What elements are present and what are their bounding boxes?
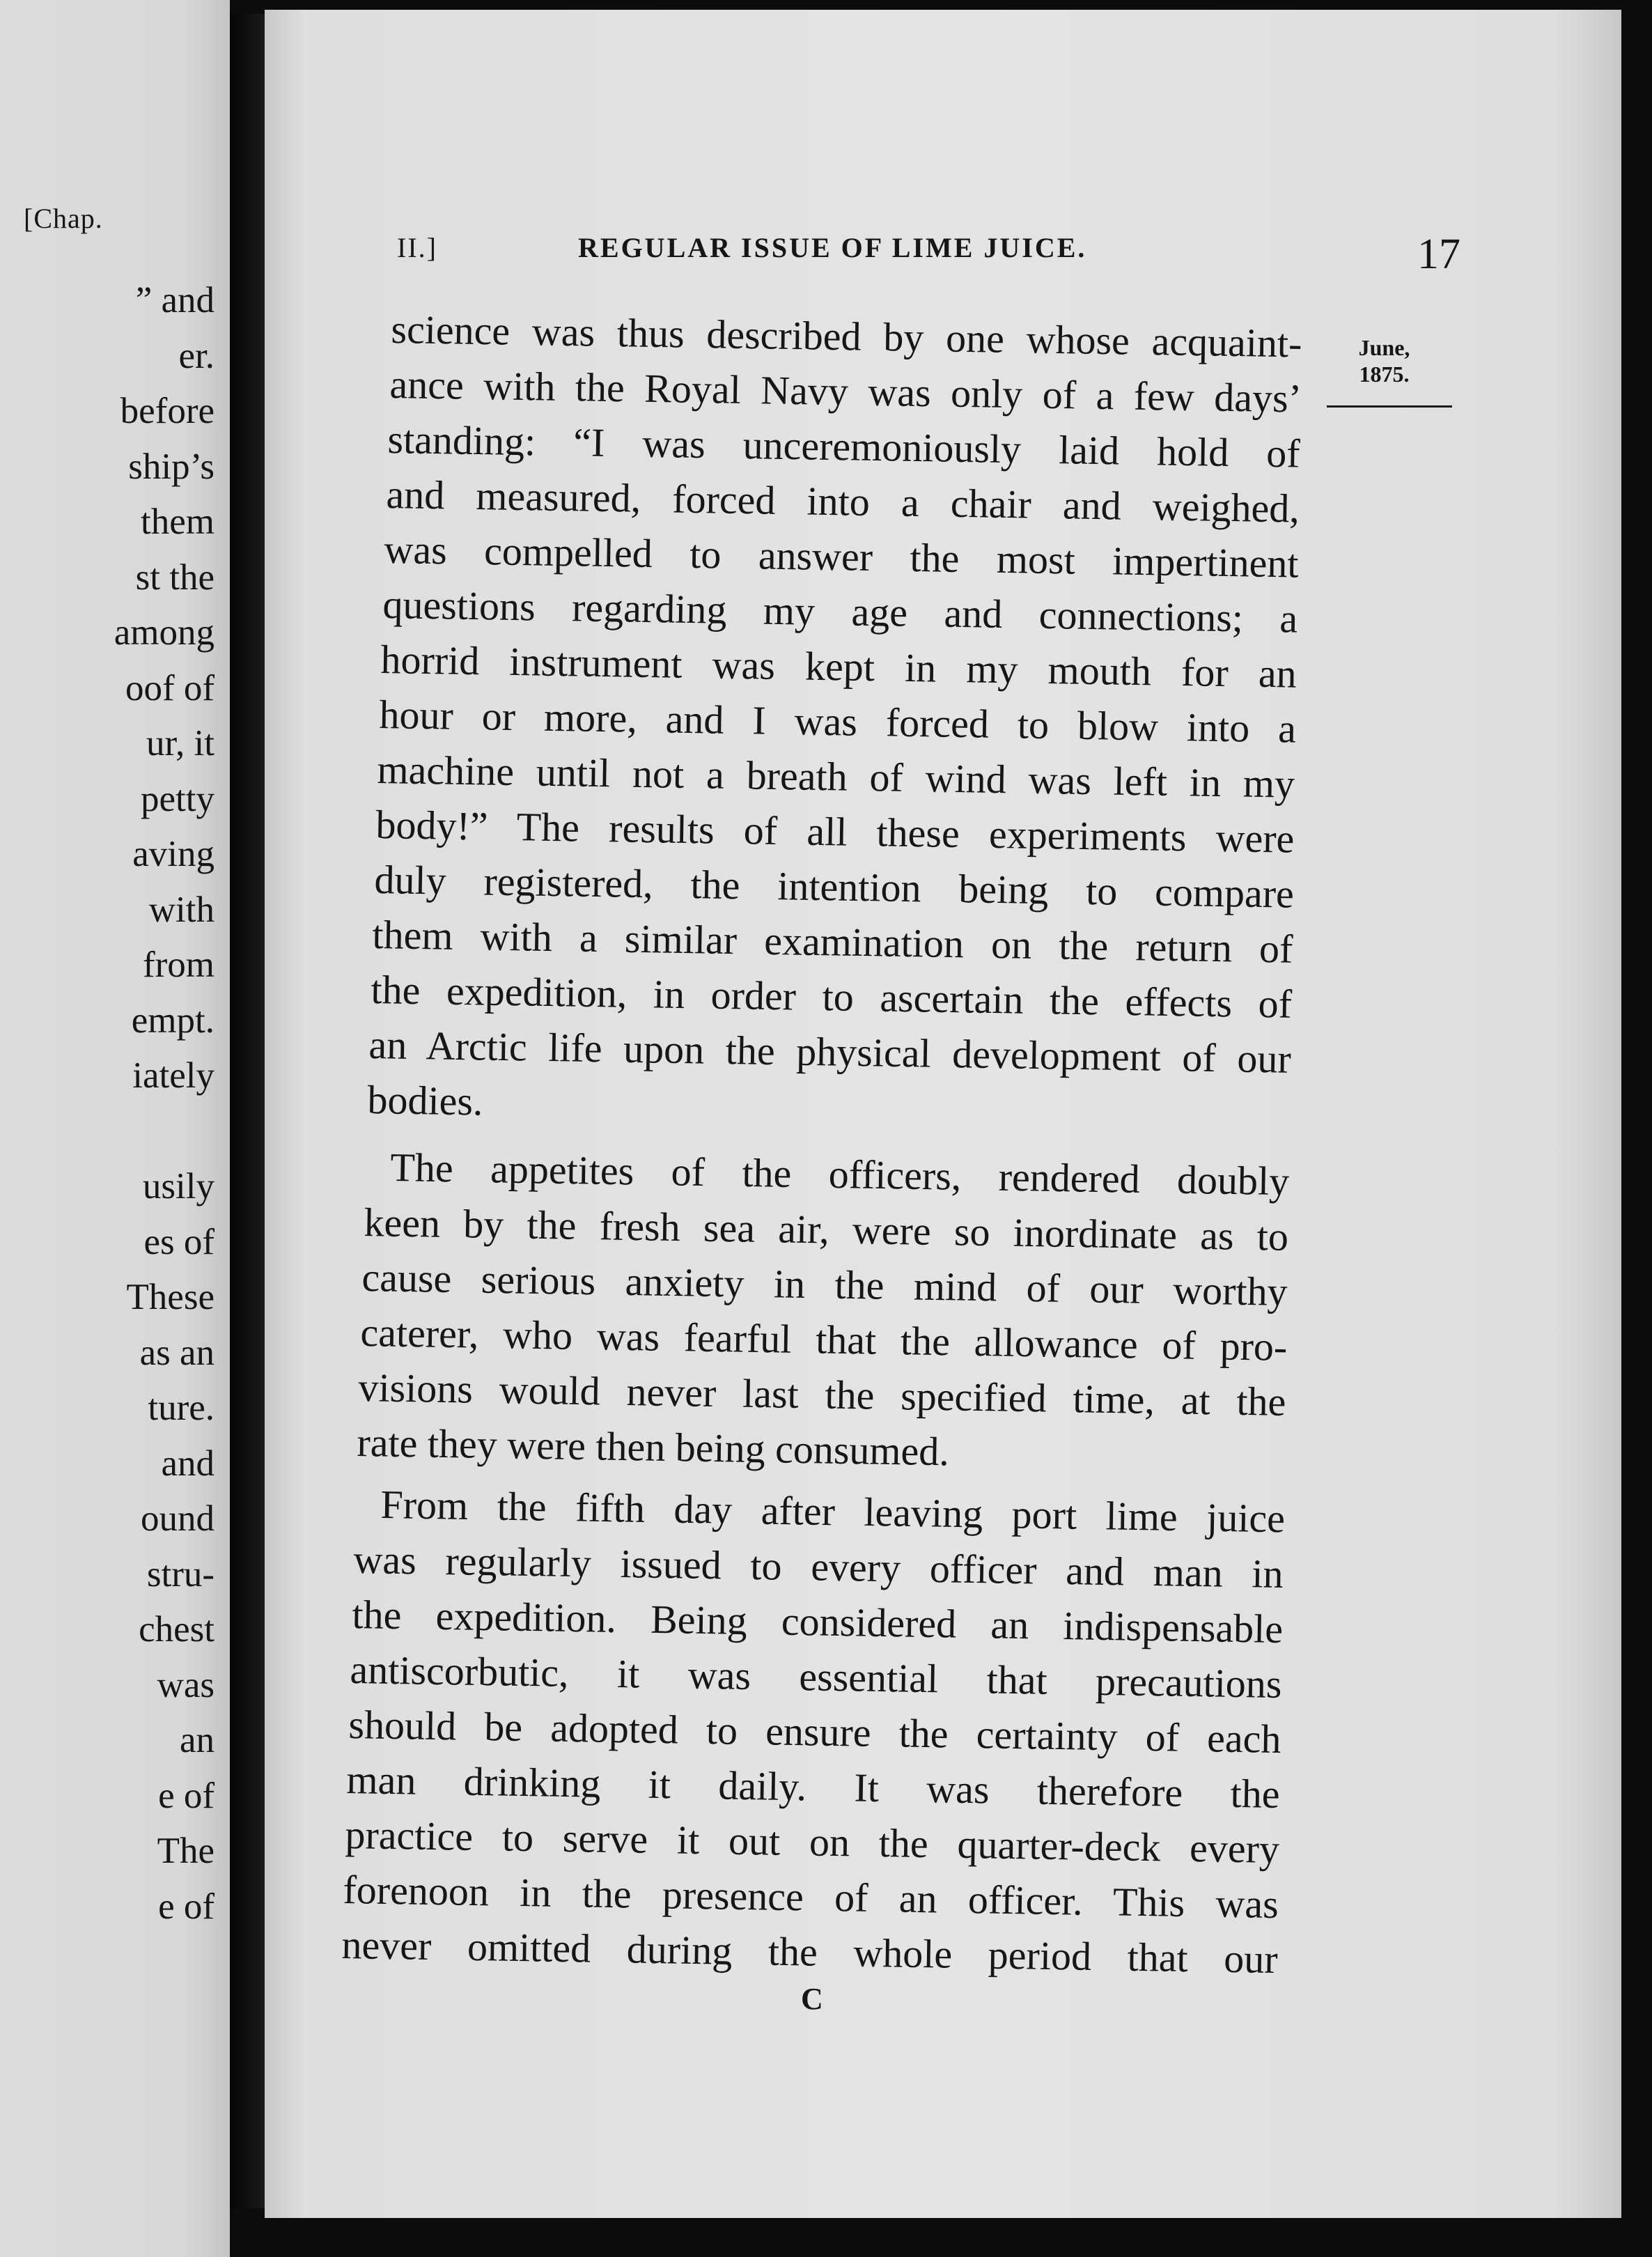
page-number: 17 (1417, 231, 1460, 278)
body-line: forenoon in the presence of an officer. This was (343, 1867, 1279, 1928)
margin-note-year: 1875. (1359, 362, 1410, 387)
body-line: them with a similar examination on the return of (372, 912, 1293, 972)
body-line: should be adopted to ensure the certainty of each (348, 1702, 1281, 1762)
left-page-line: chest (139, 1609, 215, 1650)
left-page-line: stru- (146, 1553, 215, 1595)
book-gutter (230, 14, 265, 2208)
left-page-line: The (157, 1831, 215, 1871)
body-line: was compelled to answer the most impertinent (384, 527, 1300, 587)
left-page-line: with (148, 889, 215, 930)
left-page-line: and (161, 1443, 215, 1484)
body-line: practice to serve it out on the quarter-deck every (344, 1812, 1280, 1872)
body-line: keen by the fresh sea air, were so inordinate as to (363, 1200, 1289, 1259)
left-page-line: usily (142, 1166, 215, 1207)
left-page-line: oof of (125, 667, 215, 708)
left-page-line: ” and (135, 280, 215, 320)
running-head-title: REGULAR ISSUE OF LIME JUICE. (578, 232, 1087, 263)
left-page-line: before (120, 391, 215, 431)
left-page-line: es of (143, 1221, 215, 1262)
left-page-line: aving (132, 834, 215, 874)
left-page-line: them (141, 502, 215, 542)
body-line: rate they were then being consumed. (357, 1420, 950, 1475)
left-page-line: ture. (148, 1388, 215, 1428)
body-line: The appetites of the officers, rendered doubly (390, 1145, 1290, 1204)
body-line: man drinking it daily. It was therefore the (346, 1757, 1281, 1817)
left-page-line: e of (158, 1886, 215, 1927)
body-line: questions regarding my age and connections; a (382, 582, 1298, 642)
right-page (265, 10, 1621, 2218)
left-page-line: ship’s (128, 446, 215, 487)
body-line: and measured, forced into a chair and weighed, (385, 472, 1300, 532)
left-page-line: petty (141, 778, 215, 819)
body-line: an Arctic life upon the physical development of our (368, 1022, 1292, 1082)
body-line: the expedition. Being considered an indispensable (351, 1592, 1284, 1652)
body-line: horrid instrument was kept in my mouth for an (380, 637, 1298, 697)
left-page-line: was (157, 1664, 215, 1705)
body-line: caterer, who was fearful that the allowance of pro- (359, 1310, 1288, 1370)
left-page-line: an (179, 1720, 215, 1760)
left-page-line: st the (135, 557, 215, 598)
body-line: visions would never last the specified time, at the (358, 1365, 1287, 1425)
body-line: standing: “I was unceremoniously laid hold of (387, 417, 1301, 476)
body-line: cause serious anxiety in the mind of our worthy (361, 1255, 1288, 1314)
body-line: ance with the Royal Navy was only of a few days’ (389, 362, 1302, 421)
left-page-line: These (126, 1277, 215, 1317)
body-line: antiscorbutic, it was essential that precautions (350, 1647, 1283, 1707)
body-line: never omitted during the whole period that our (341, 1922, 1279, 1983)
left-page-line: among (114, 612, 215, 653)
signature-mark: C (801, 1982, 823, 2016)
body-line: From the fifth day after leaving port lime juice (380, 1482, 1286, 1542)
body-line: duly registered, the intention being to compare (373, 857, 1294, 917)
body-text (265, 10, 1621, 2218)
left-page-line: as an (139, 1332, 215, 1373)
left-page-line: ur, it (146, 723, 215, 763)
body-line: was regularly issued to every officer and man in (353, 1537, 1284, 1597)
running-head-chapter: II.] (397, 232, 437, 263)
body-line: bodies. (366, 1077, 483, 1124)
left-page-line: er. (178, 335, 215, 376)
left-page-line: from (142, 945, 215, 985)
left-running-head: [Chap. (24, 203, 103, 234)
margin-note-month: June, (1358, 335, 1410, 360)
body-line: science was thus described by one whose acquaint- (391, 307, 1302, 366)
left-page (0, 0, 230, 2257)
body-line: hour or more, and I was forced to blow into a (378, 692, 1297, 752)
body-line: the expedition, in order to ascertain the effects of (370, 967, 1293, 1027)
scan-border (1621, 0, 1652, 2257)
body-line: body!” The results of all these experiments were (375, 802, 1295, 862)
left-page-line: iately (132, 1055, 215, 1096)
left-page-line: e of (158, 1775, 215, 1816)
left-page-line: ound (141, 1498, 215, 1539)
left-page-line: empt. (131, 1000, 215, 1041)
body-line: machine until not a breath of wind was left in my (377, 747, 1295, 807)
